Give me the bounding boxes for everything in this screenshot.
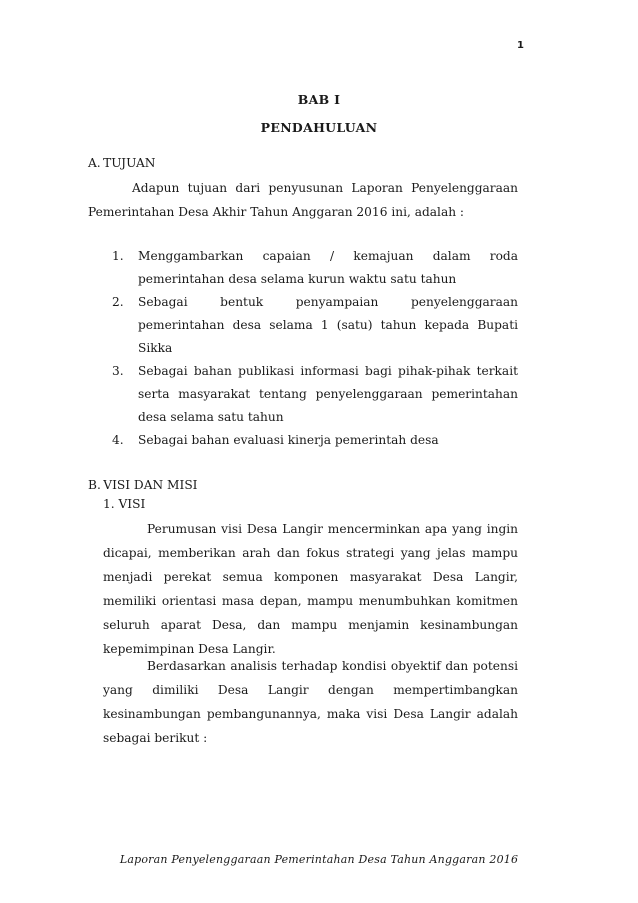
list-item (112, 360, 518, 429)
list-item-text: Sebagai bahan publikasi informasi bagi pihak-pihak terkait serta masyarakat tentang penyelenggaraan pemerintahan desa selama satu tahun (138, 364, 518, 424)
list-item-text: Menggambarkan capaian / kemajuan dalam roda pemerintahan desa selama kurun waktu satu tahun (138, 249, 518, 286)
section-a-heading: A. TUJUAN (88, 156, 156, 170)
tujuan-list (112, 245, 518, 452)
visi-paragraph-1 (103, 517, 518, 661)
section-a-intro-text: Adapun tujuan dari penyusunan Laporan Penyelenggaraan Pemerintahan Desa Akhir Tahun Anggaran 2016 ini, adalah : (88, 181, 518, 219)
list-item-text: Sebagai bahan evaluasi kinerja pemerintah desa (138, 433, 439, 447)
list-item (112, 429, 518, 452)
visi-subheading: 1. VISI (103, 497, 146, 511)
visi-paragraph-1-text: Perumusan visi Desa Langir mencerminkan apa yang ingin dicapai, memberikan arah dan fokus strategi yang jelas mampu menjadi perekat semua komponen masyarakat Desa Langir, memiliki orientasi masa depan, mampu menumbuhkan komitmen seluruh aparat Desa, dan mampu menjamin kesinambungan kepemimpinan Desa Langir. (103, 522, 518, 656)
list-item (112, 291, 518, 360)
list-item-number: 1. (112, 249, 124, 263)
list-item (112, 245, 518, 291)
list-item-number: 4. (112, 433, 124, 447)
page-footer: Laporan Penyelenggaraan Pemerintahan Desa Tahun Anggaran 2016 (119, 853, 519, 866)
list-item-text: Sebagai bentuk penyampaian penyelenggaraan pemerintahan desa selama 1 (satu) tahun kepada Bupati Sikka (138, 295, 518, 355)
page-number: 1 (517, 40, 524, 51)
list-item-number: 3. (112, 364, 124, 378)
section-a-intro (88, 176, 518, 224)
visi-paragraph-2-text: Berdasarkan analisis terhadap kondisi obyektif dan potensi yang dimiliki Desa Langir dengan mempertimbangkan kesinambungan pembangunannya, maka visi Desa Langir adalah sebagai berikut : (103, 659, 518, 745)
list-item-number: 2. (112, 295, 124, 309)
chapter-number: BAB I (297, 92, 341, 107)
visi-paragraph-2 (103, 654, 518, 750)
chapter-title: PENDAHULUAN (260, 120, 378, 135)
section-b-heading: B. VISI DAN MISI (88, 478, 198, 492)
